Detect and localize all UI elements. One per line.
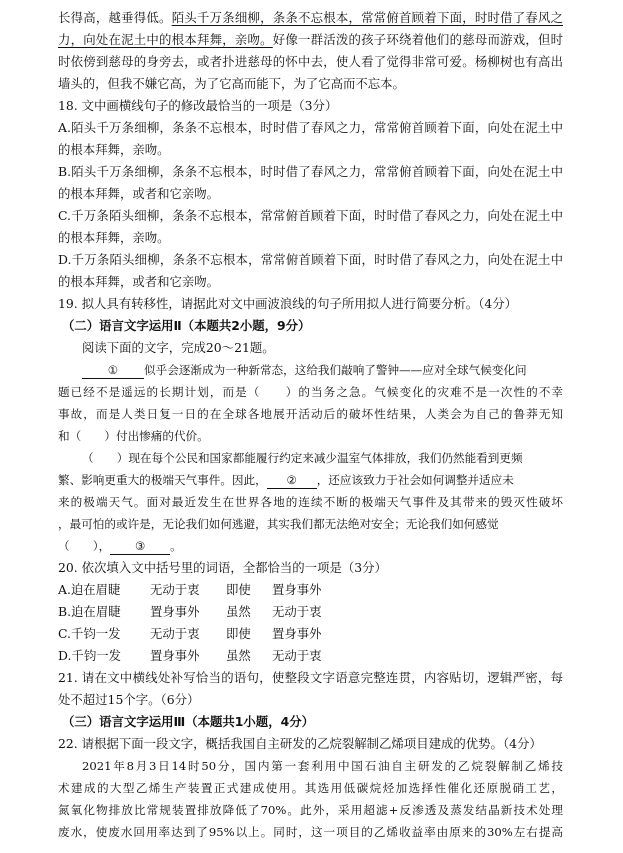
q18-option-b-cont: 的根本拜舞，或者和它亲吻。 bbox=[58, 186, 220, 201]
q18-stem: 18. 文中画横线句子的修改最恰当的一项是（3分） bbox=[58, 98, 338, 113]
paragraph-2-line-2 bbox=[58, 471, 563, 490]
paragraph-1-line-2: 题已经不是遥远的长期计划，而是（ ）的当务之急。气候变化的灾难不是一次性的不幸 bbox=[58, 385, 563, 399]
q20-option-b bbox=[58, 603, 563, 622]
q19-stem: 19. 拟人具有转移性，请据此对文中画波浪线的句子所用拟人进行简要分析。（4分） bbox=[58, 296, 517, 311]
option-word: 无动于衷 bbox=[272, 604, 322, 619]
q22-text-line-4: 废水，使废水回用率达到了95%以上。同时，这一项目的乙烯收益率由原来的30%左右提高 bbox=[58, 825, 563, 839]
option-word: 置身事外 bbox=[272, 626, 322, 641]
q21-stem: 21. 请在文中横线处补写恰当的语句，使整段文字语意完整连贯，内容贴切，逻辑严密，每 bbox=[58, 670, 563, 685]
q18-option-a: A.陌头千万条细柳，条条不忘根本，时时借了春风之力，常常俯首顾着下面，向处在泥土中 bbox=[58, 120, 563, 135]
paragraph-2-line-5 bbox=[58, 537, 563, 556]
option-word: 置身事外 bbox=[150, 648, 200, 663]
option-word: 即使 bbox=[226, 582, 251, 597]
q22-text-line-2: 术建成的大型乙烯生产装置正式建成使用。其选用低碳烷烃加选择性催化还原脱硝工艺， bbox=[58, 781, 563, 795]
q20-stem: 20. 依次填入文中括号里的词语，全都恰当的一项是（3分） bbox=[58, 560, 387, 575]
paragraph-text: 。 bbox=[170, 539, 182, 553]
underlined-sentence: 力，向处在泥土中的根本拜舞，亲吻。 bbox=[58, 32, 273, 47]
passage-text: 长得高，越垂得低。 bbox=[58, 10, 172, 25]
option-label: A.迫在眉睫 bbox=[58, 582, 121, 597]
q18-option-a-cont: 的根本拜舞，亲吻。 bbox=[58, 142, 170, 157]
section-2-intro: 阅读下面的文字，完成20～21题。 bbox=[82, 340, 275, 355]
section-2-heading: （二）语言文字运用Ⅱ（本题共2小题，9分） bbox=[62, 318, 311, 333]
q22-stem: 22. 请根据下面一段文字，概括我国自主研发的乙烷裂解制乙烯项目建成的优势。（4分） bbox=[58, 736, 542, 751]
blank-1: ① bbox=[82, 363, 144, 379]
passage-line-4: 墙头的，但我不嫌它高，为了它高而能下，为了它高而不忘本。 bbox=[58, 76, 405, 91]
paragraph-text: 似乎会逐渐成为一种新常态，这给我们敲响了警钟——应对全球气候变化问 bbox=[144, 363, 527, 377]
option-label: B.迫在眉睫 bbox=[58, 604, 121, 619]
q20-option-a bbox=[58, 581, 563, 600]
option-label: D.千钧一发 bbox=[58, 648, 121, 663]
q22-text-line-1: 2021年8月3日14时50分，国内第一套利用中国石油自主研发的乙烷裂解制乙烯技 bbox=[82, 759, 563, 773]
q18-option-c-cont: 的根本拜舞，亲吻。 bbox=[58, 230, 170, 245]
underlined-sentence: 陌头千万条细柳，条条不忘根本，常常俯首顾着下面，时时借了春风之 bbox=[171, 10, 563, 25]
passage-line-3: 时依傍到慈母的身旁去，或者扑进慈母的怀中去，使人看了觉得非常可爱。杨柳树也有高出 bbox=[58, 54, 563, 69]
paragraph-1-line-3: 事故，而是人类日复一日的在全球各地展开活动后的破坏性结果，人类会为自己的鲁莽无知 bbox=[58, 407, 563, 421]
paragraph-2-line-1: （ ）现在每个公民和国家都能履行约定来减少温室气体排放，我们仍然能看到更频 bbox=[82, 451, 523, 465]
q18-option-b: B.陌头千万条细柳，条条不忘根本，时时借了春风之力，常常俯首顾着下面，向处在泥土中 bbox=[58, 164, 563, 179]
q20-option-c bbox=[58, 625, 563, 644]
option-word: 虽然 bbox=[226, 648, 251, 663]
q18-option-d-cont: 的根本拜舞，或者和它亲吻。 bbox=[58, 274, 220, 289]
section-3-heading: （三）语言文字运用Ⅲ（本题共1小题，4分） bbox=[62, 714, 314, 729]
paragraph-text: 繁、影响更重大的极端天气事件。因此， bbox=[58, 473, 267, 487]
paragraph-text: （ ）， bbox=[58, 539, 111, 553]
blank-2: ② bbox=[267, 473, 317, 489]
option-word: 无动于衷 bbox=[150, 582, 200, 597]
passage-line-1 bbox=[58, 9, 563, 28]
option-word: 置身事外 bbox=[150, 604, 200, 619]
blank-3: ③ bbox=[110, 539, 170, 555]
paragraph-text: ，还应该致力于社会如何调整并适应未 bbox=[316, 473, 514, 487]
q20-option-d bbox=[58, 647, 563, 666]
option-word: 无动于衷 bbox=[150, 626, 200, 641]
option-word: 无动于衷 bbox=[272, 648, 322, 663]
q22-text-line-3: 氮氧化物排放比常规装置排放降低了70%。此外，采用超滤+反渗透及蒸发结晶新技术处理 bbox=[58, 803, 563, 817]
option-word: 置身事外 bbox=[272, 582, 322, 597]
option-label: C.千钧一发 bbox=[58, 626, 121, 641]
q18-option-c: C.千万条陌头细柳，条条不忘根本，常常俯首顾着下面，时时借了春风之力，向处在泥土中 bbox=[58, 208, 563, 223]
paragraph-1-line-1 bbox=[82, 361, 563, 380]
q18-option-d: D.千万条陌头细柳，条条不忘根本，常常俯首顾着下面，时时借了春风之力，向处在泥土中 bbox=[58, 252, 563, 267]
paragraph-2-line-3: 来的极端天气。面对最近发生在世界各地的连续不断的极端天气事件及其带来的毁灭性破坏 bbox=[58, 495, 563, 509]
paragraph-1-line-4: 和（ ）付出惨痛的代价。 bbox=[58, 429, 209, 443]
passage-text: 好像一群活泼的孩子环绕着他们的慈母而游戏，但时 bbox=[272, 32, 563, 47]
q21-stem-cont: 处不超过15个字。（6分） bbox=[58, 692, 200, 707]
option-word: 虽然 bbox=[226, 604, 251, 619]
option-word: 即使 bbox=[226, 626, 251, 641]
paragraph-2-line-4: ，最可怕的或许是，无论我们如何逃避，其实我们都无法绝对安全；无论我们如何感觉 bbox=[58, 517, 499, 531]
passage-line-2 bbox=[58, 31, 563, 50]
